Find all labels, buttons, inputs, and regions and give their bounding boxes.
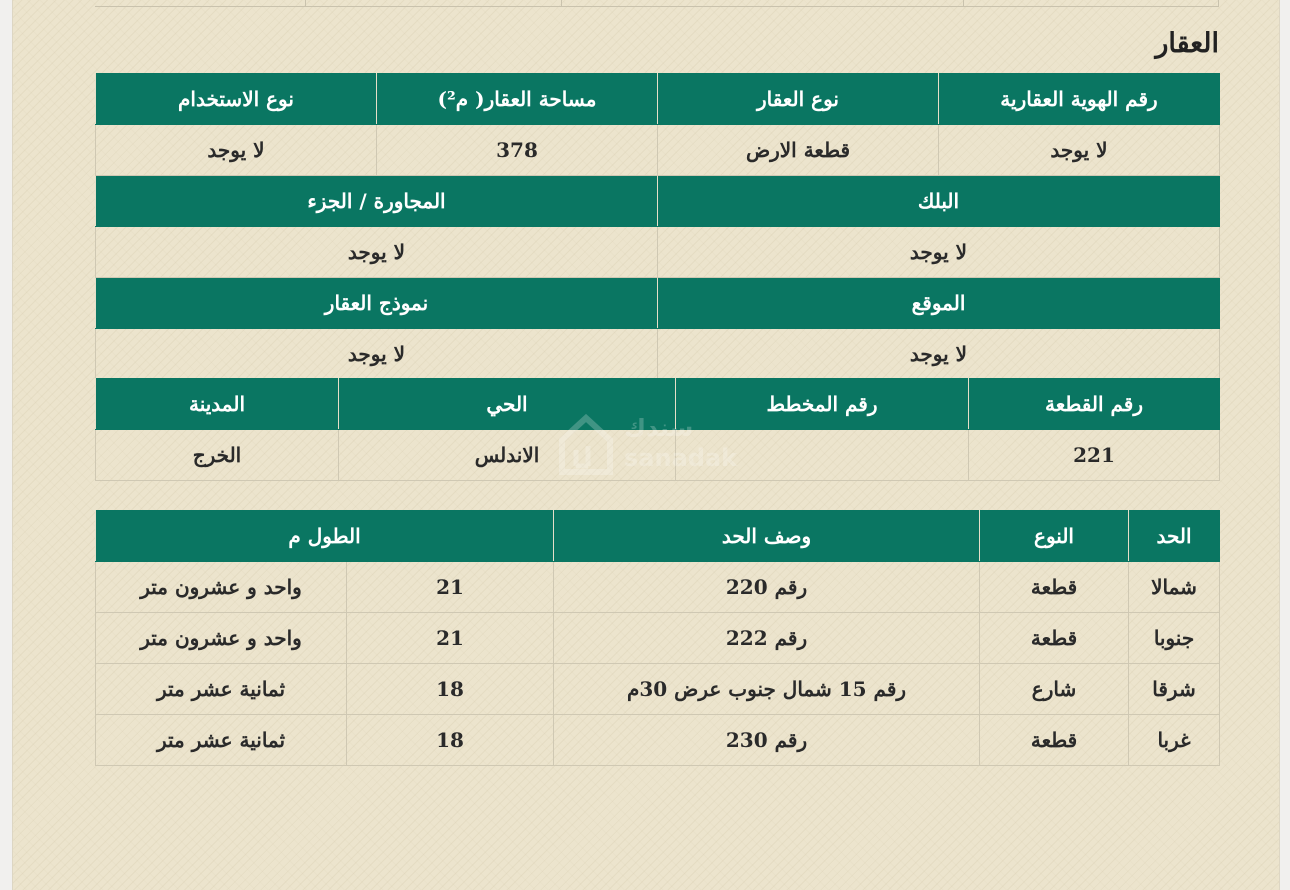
property-header-row-1 — [96, 74, 1220, 125]
boundary-description: رقم 230 — [554, 715, 980, 766]
watermark-arabic-text: سندك — [624, 414, 694, 442]
value-city: الخرج — [96, 430, 339, 481]
boundary-type: قطعة — [980, 562, 1129, 613]
table-row — [96, 664, 1220, 715]
header-boundary: الحد — [1129, 511, 1220, 562]
header-boundary-description: وصف الحد — [554, 511, 980, 562]
value-property-area: 378 — [377, 125, 658, 176]
plot-table — [95, 378, 1220, 481]
value-block: لا يوجد — [658, 227, 1220, 278]
boundary-length-words: واحد و عشرون متر — [96, 613, 347, 664]
plot-header-row — [96, 379, 1220, 430]
watermark-latin-text: sanadak — [624, 444, 738, 472]
plot-value-row — [96, 430, 1220, 481]
property-header-row-2 — [96, 176, 1220, 227]
header-property-model: نموذج العقار — [96, 278, 658, 329]
boundary-description: رقم 222 — [554, 613, 980, 664]
value-district: الاندلس — [339, 430, 676, 481]
header-property-type: نوع العقار — [658, 74, 939, 125]
table-row — [96, 715, 1220, 766]
boundary-length: 18 — [347, 664, 554, 715]
boundary-side: جنوبا — [1129, 613, 1220, 664]
section-title: العقار — [1155, 28, 1219, 59]
property-table — [95, 73, 1220, 380]
property-value-row-3 — [96, 329, 1220, 380]
header-city: المدينة — [96, 379, 339, 430]
property-value-row-1 — [96, 125, 1220, 176]
header-scheme-number: رقم المخطط — [676, 379, 969, 430]
value-property-type: قطعة الارض — [658, 125, 939, 176]
boundaries-table — [95, 510, 1220, 766]
boundary-side: شرقا — [1129, 664, 1220, 715]
header-district: الحي — [339, 379, 676, 430]
boundary-length: 18 — [347, 715, 554, 766]
header-boundary-type: النوع — [980, 511, 1129, 562]
table-row — [96, 613, 1220, 664]
header-property-id: رقم الهوية العقارية — [939, 74, 1220, 125]
header-length: الطول م — [96, 511, 554, 562]
boundary-length: 21 — [347, 613, 554, 664]
header-property-area: مساحة العقار( م²) — [377, 74, 658, 125]
value-neighborhood-part: لا يوجد — [96, 227, 658, 278]
table-row — [96, 562, 1220, 613]
boundary-side: غربا — [1129, 715, 1220, 766]
header-neighborhood-part: المجاورة / الجزء — [96, 176, 658, 227]
value-usage-type: لا يوجد — [96, 125, 377, 176]
boundary-length-words: واحد و عشرون متر — [96, 562, 347, 613]
value-property-model: لا يوجد — [96, 329, 658, 380]
header-block: البلك — [658, 176, 1220, 227]
property-value-row-2 — [96, 227, 1220, 278]
boundary-description: رقم 15 شمال جنوب عرض 30م — [554, 664, 980, 715]
value-plot-number: 221 — [969, 430, 1220, 481]
header-usage-type: نوع الاستخدام — [96, 74, 377, 125]
header-plot-number: رقم القطعة — [969, 379, 1220, 430]
boundaries-header-row — [96, 511, 1220, 562]
previous-table-edge — [95, 0, 1219, 7]
boundary-side: شمالا — [1129, 562, 1220, 613]
value-location: لا يوجد — [658, 329, 1220, 380]
boundary-type: شارع — [980, 664, 1129, 715]
boundary-description: رقم 220 — [554, 562, 980, 613]
boundary-length-words: ثمانية عشر متر — [96, 664, 347, 715]
property-header-row-3 — [96, 278, 1220, 329]
value-scheme-number — [676, 430, 969, 481]
boundary-length-words: ثمانية عشر متر — [96, 715, 347, 766]
boundary-type: قطعة — [980, 715, 1129, 766]
boundary-type: قطعة — [980, 613, 1129, 664]
header-location: الموقع — [658, 278, 1220, 329]
boundary-length: 21 — [347, 562, 554, 613]
value-property-id: لا يوجد — [939, 125, 1220, 176]
